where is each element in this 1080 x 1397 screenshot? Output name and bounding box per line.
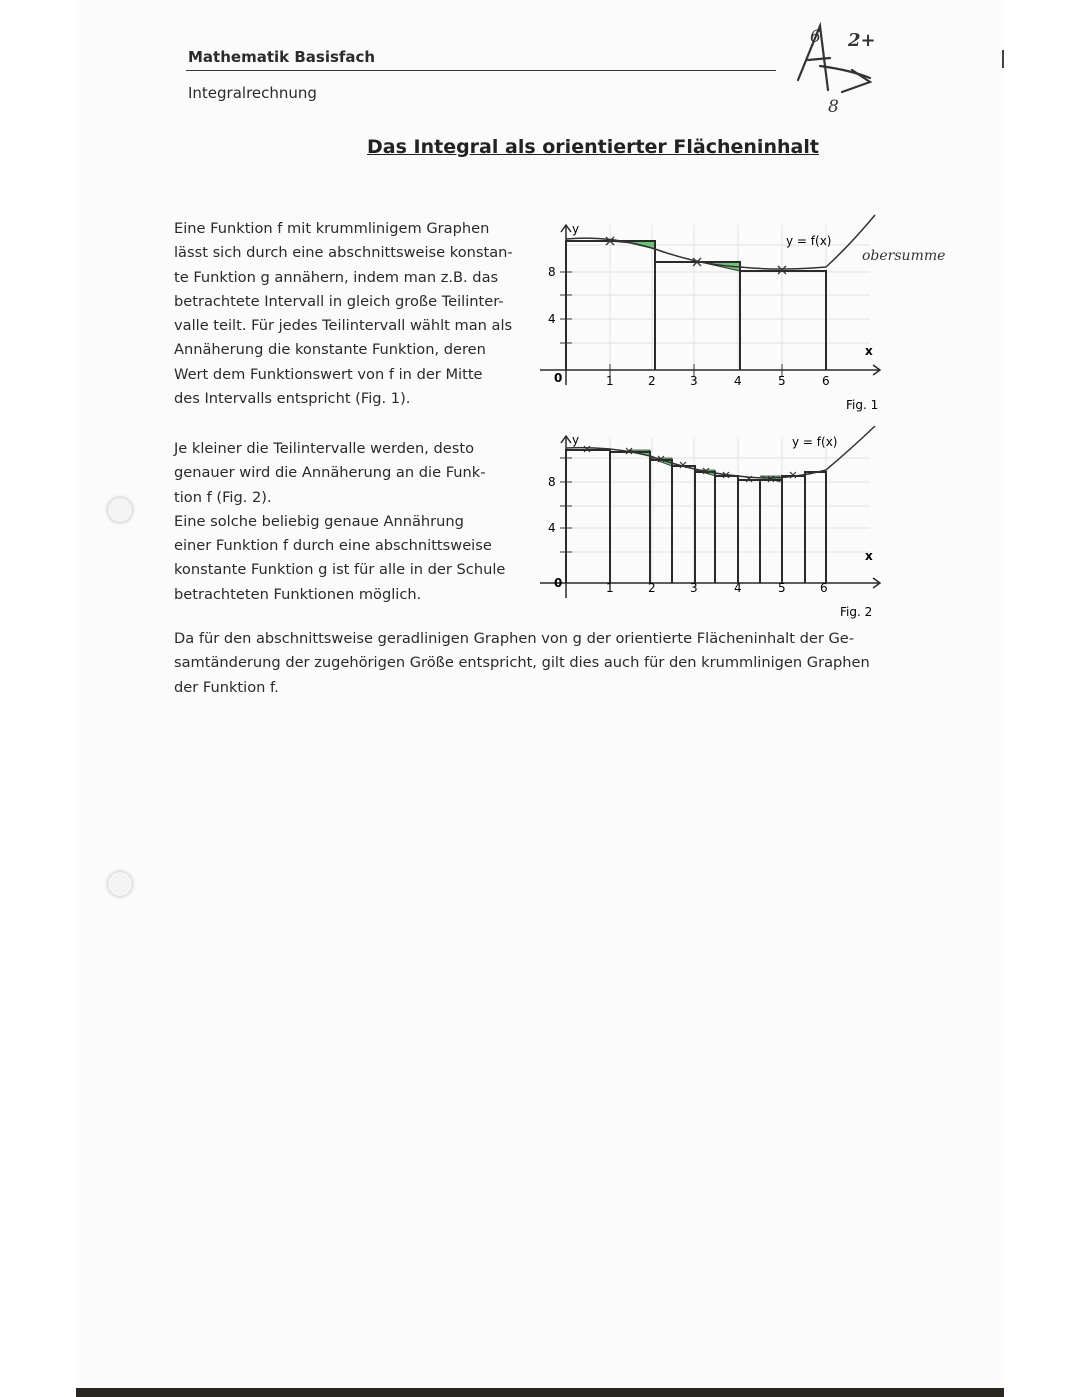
topic-header: Integralrechnung [188, 84, 317, 102]
y-axis-label: y [572, 433, 580, 447]
header-divider [186, 70, 776, 71]
paragraph-2-line: Eine solche beliebig genaue Annährung [174, 512, 464, 530]
paragraph-2 [174, 437, 505, 607]
x-tick-label: 5 [778, 374, 786, 388]
figure-label: Fig. 1 [846, 398, 879, 412]
paragraph-1-line: Eine Funktion f mit krummlinigem Graphen [174, 220, 490, 237]
x-tick-label: 1 [606, 374, 614, 388]
scan-edge-mark [1002, 50, 1004, 68]
y-tick-label: 4 [548, 312, 556, 326]
x-tick-label: 6 [822, 374, 830, 388]
handwritten-note-obersumme: obersumme [862, 248, 946, 264]
scan-bottom-edge [76, 1388, 1004, 1397]
paragraph-3 [174, 627, 870, 700]
stamp-mark-8: 8 [828, 97, 839, 117]
x-tick-label: 2 [648, 374, 656, 388]
paragraph-3-line: Da für den abschnittsweise geradlinigen Graphen von g der orientierte Flächeninhalt der Ge- [174, 630, 855, 647]
subject-header: Mathematik Basisfach [188, 48, 376, 66]
paragraph-1-line: te Funktion g annähern, indem man z.B. das [174, 268, 499, 286]
paragraph-1-line: lässt sich durch eine abschnittsweise konstan- [174, 244, 513, 262]
paragraph-2-line: einer Funktion f durch eine abschnittsweise [174, 537, 492, 555]
x-tick-label: 4 [734, 374, 742, 388]
x-tick-label: 3 [690, 581, 698, 595]
stamp-mark-6: 6 [810, 27, 821, 47]
y-axis-label: y [572, 222, 580, 236]
stamp-mark-2plus: 2+ [848, 30, 876, 51]
figure-1 [530, 205, 890, 420]
paragraph-1 [174, 217, 513, 411]
y-tick-label: 8 [548, 475, 556, 489]
y-tick-label: 8 [548, 265, 556, 279]
paragraph-2-line: konstante Funktion g ist für alle in der Schule [174, 561, 506, 579]
step-bar [740, 271, 826, 370]
origin-label: 0 [554, 576, 563, 590]
paragraph-2-line: Je kleiner die Teilintervalle werden, desto [174, 440, 475, 457]
paragraph-3-line: der Funktion f. [174, 678, 279, 696]
paragraph-1-line: des Intervalls entspricht (Fig. 1). [174, 390, 411, 408]
x-tick-label: 6 [820, 581, 828, 595]
function-label: y = f(x) [792, 435, 838, 449]
step-bar [655, 262, 740, 370]
paragraph-1-line: Annäherung die konstante Funktion, deren [174, 341, 486, 359]
origin-label: 0 [554, 371, 563, 385]
x-axis-label: x [865, 549, 873, 563]
x-tick-label: 2 [648, 581, 656, 595]
paragraph-2-line: genauer wird die Annäherung an die Funk- [174, 464, 486, 482]
paragraph-2-line: betrachteten Funktionen möglich. [174, 585, 422, 603]
paragraph-1-line: betrachtete Intervall in gleich große Teilinter- [174, 292, 504, 310]
paragraph-1-line: valle teilt. Für jedes Teilintervall wählt man als [174, 317, 513, 335]
paragraph-3-line: samtänderung der zugehörigen Größe entspricht, gilt dies auch für den krummlinigen Graphen [174, 654, 870, 672]
x-tick-label: 5 [778, 581, 786, 595]
x-tick-label: 4 [734, 581, 742, 595]
y-tick-label: 4 [548, 521, 556, 535]
x-tick-label: 3 [690, 374, 698, 388]
punch-hole-top [108, 498, 132, 522]
handwritten-stamp [790, 18, 890, 118]
x-axis-label: x [865, 344, 873, 358]
x-tick-label: 1 [606, 581, 614, 595]
page-title: Das Integral als orientierter Flächeninhalt [367, 136, 819, 158]
paragraph-1-line: Wert dem Funktionswert von f in der Mitte [174, 365, 483, 383]
figure-2 [530, 418, 890, 623]
figure-label: Fig. 2 [840, 605, 873, 619]
paragraph-2-line: tion f (Fig. 2). [174, 488, 272, 506]
function-label: y = f(x) [786, 234, 832, 248]
punch-hole-bottom [108, 872, 132, 896]
